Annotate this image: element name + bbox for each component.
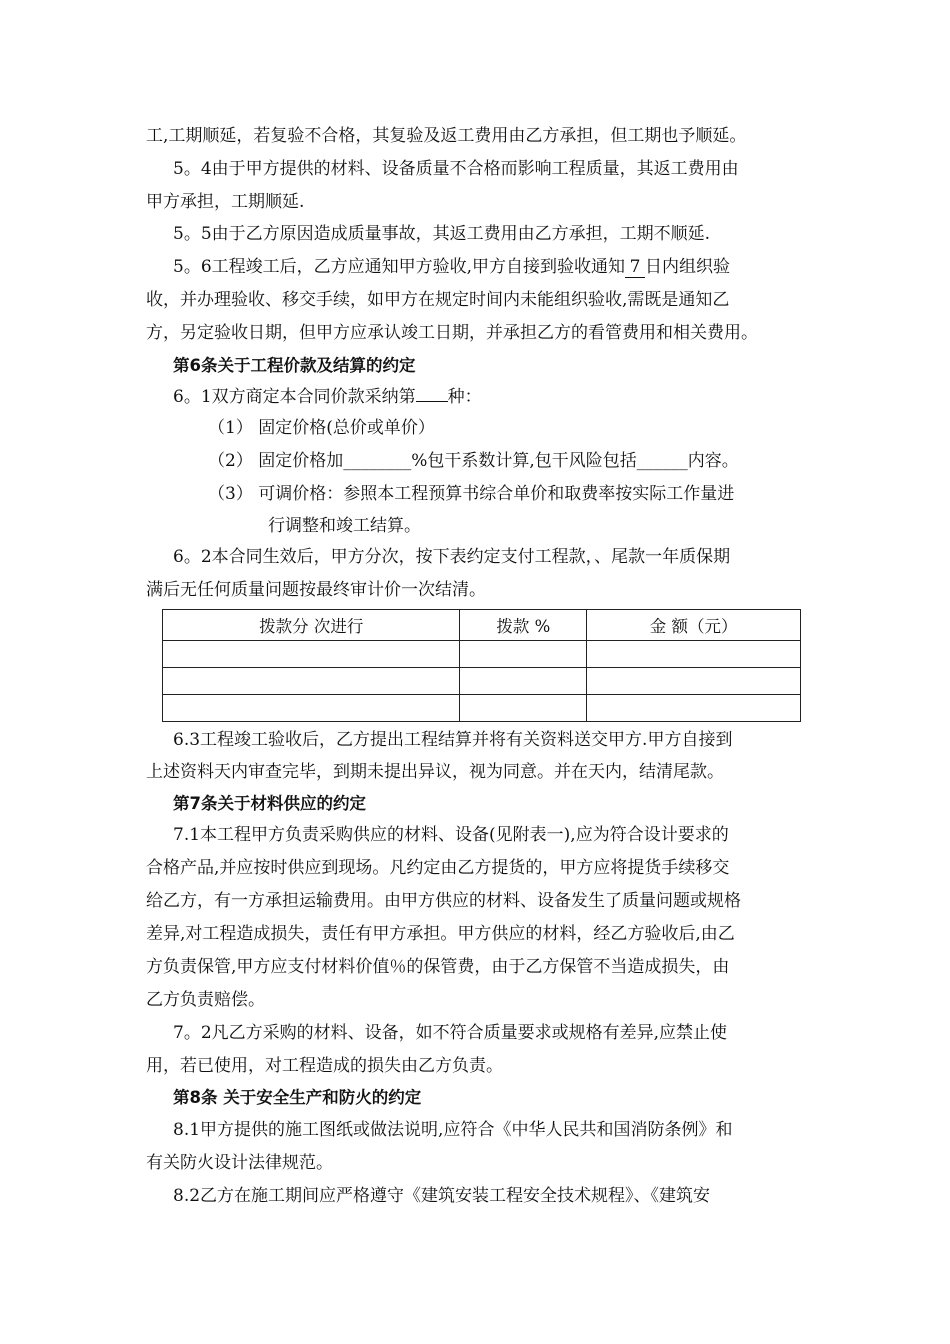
text-line: 甲方承担，工期顺延.	[146, 192, 305, 212]
clause-6-3: 6.3工程竣工验收后，乙方提出工程结算并将有关资料送交甲方.甲方自接到	[173, 730, 733, 750]
text-line: 收，并办理验收、移交手续，如甲方在规定时间内未能组织验收,需既是通知乙	[146, 290, 730, 310]
option-2-text: （2） 固定价格加	[208, 451, 344, 471]
table-cell	[587, 641, 801, 668]
blank-field: ______	[636, 451, 688, 471]
table-row	[163, 668, 801, 695]
table-row	[163, 695, 801, 722]
text-line: 方负责保管,甲方应支付材料价值％的保管费，由于乙方保管不当造成损失，由	[146, 957, 730, 977]
table-header-row	[163, 610, 801, 641]
text-line: 满后无任何质量问题按最终审计价一次结清。	[146, 580, 486, 600]
text-line: 乙方负责赔偿。	[146, 990, 265, 1010]
option-2-text-end: 内容。	[687, 451, 739, 471]
table-cell	[460, 641, 587, 668]
option-1: （1） 固定价格(总价或单价）	[208, 418, 435, 438]
clause-8-2: 8.2乙方在施工期间应严格遵守《建筑安装工程安全技术规程》、《建筑安	[173, 1186, 711, 1206]
text-line: 工,工期顺延，若复验不合格，其复验及返工费用由乙方承担，但工期也予顺延。	[146, 126, 747, 146]
text-line: 方，另定验收日期，但甲方应承认竣工日期，并承担乙方的看管费用和相关费用。	[146, 323, 758, 343]
clause-6-1-text-end: 种：	[447, 387, 482, 407]
text-line: 合格产品,并应按时供应到现场。凡约定由乙方提货的，甲方应将提货手续移交	[146, 858, 730, 878]
clause-6-1-text: 6。1双方商定本合同价款采纳第	[173, 387, 416, 407]
option-3: （3） 可调价格：参照本工程预算书综合单价和取费率按实际工作量进	[208, 484, 735, 504]
table-cell	[460, 695, 587, 722]
clause-6-1	[173, 385, 482, 409]
clause-5-6	[173, 255, 730, 279]
article-7-heading: 第7条关于材料供应的约定	[173, 794, 366, 813]
table-row	[163, 641, 801, 668]
text-line: 有关防火设计法律规范。	[146, 1153, 333, 1173]
table-cell	[587, 695, 801, 722]
clause-5-4: 5。4由于甲方提供的材料、设备质量不合格而影响工程质量，其返工费用由	[173, 159, 739, 179]
clause-5-5: 5。5由于乙方原因造成质量事故，其返工费用由乙方承担，工期不顺延.	[173, 224, 711, 244]
clause-7-1: 7.1本工程甲方负责采购供应的材料、设备(见附表一),应为符合设计要求的	[173, 825, 729, 845]
table-cell	[163, 695, 460, 722]
table-header-cell: 金 额（元）	[587, 610, 801, 641]
table-cell	[163, 668, 460, 695]
days-value: 7	[625, 257, 645, 278]
article-8-heading: 第8条 关于安全生产和防火的约定	[173, 1088, 422, 1107]
option-2-text-mid: %包干系数计算,包干风险包括	[411, 451, 637, 471]
table-cell	[587, 668, 801, 695]
payment-table	[162, 609, 801, 722]
clause-5-6-text: 5。6工程竣工后，乙方应通知甲方验收,甲方自接到验收通知	[173, 257, 626, 277]
blank-field	[416, 401, 448, 402]
text-line: 差异,对工程造成损失，责任有甲方承担。甲方供应的材料，经乙方验收后,由乙	[146, 924, 735, 944]
text-line: 上述资料天内审查完毕，到期未提出异议，视为同意。并在天内，结清尾款。	[146, 762, 724, 782]
article-6-heading: 第6条关于工程价款及结算的约定	[173, 356, 416, 375]
clause-7-2: 7。2凡乙方采购的材料、设备，如不符合质量要求或规格有差异,应禁止使	[173, 1023, 728, 1043]
blank-field: ________	[343, 451, 412, 471]
option-3-cont: 行调整和竣工结算。	[268, 516, 421, 536]
table-header-cell: 拨款 %	[460, 610, 587, 641]
clause-8-1: 8.1甲方提供的施工图纸或做法说明,应符合《中华人民共和国消防条例》和	[173, 1120, 733, 1140]
table-header-cell: 拨款分 次进行	[163, 610, 460, 641]
text-line: 用，若已使用，对工程造成的损失由乙方负责。	[146, 1056, 503, 1076]
table-cell	[163, 641, 460, 668]
clause-5-6-text-end: 日内组织验	[645, 257, 731, 277]
table-cell	[460, 668, 587, 695]
text-line: 给乙方，有一方承担运输费用。由甲方供应的材料、设备发生了质量问题或规格	[146, 891, 741, 911]
clause-6-2: 6。2本合同生效后，甲方分次，按下表约定支付工程款，、尾款一年质保期	[173, 547, 731, 567]
option-2	[208, 449, 739, 473]
